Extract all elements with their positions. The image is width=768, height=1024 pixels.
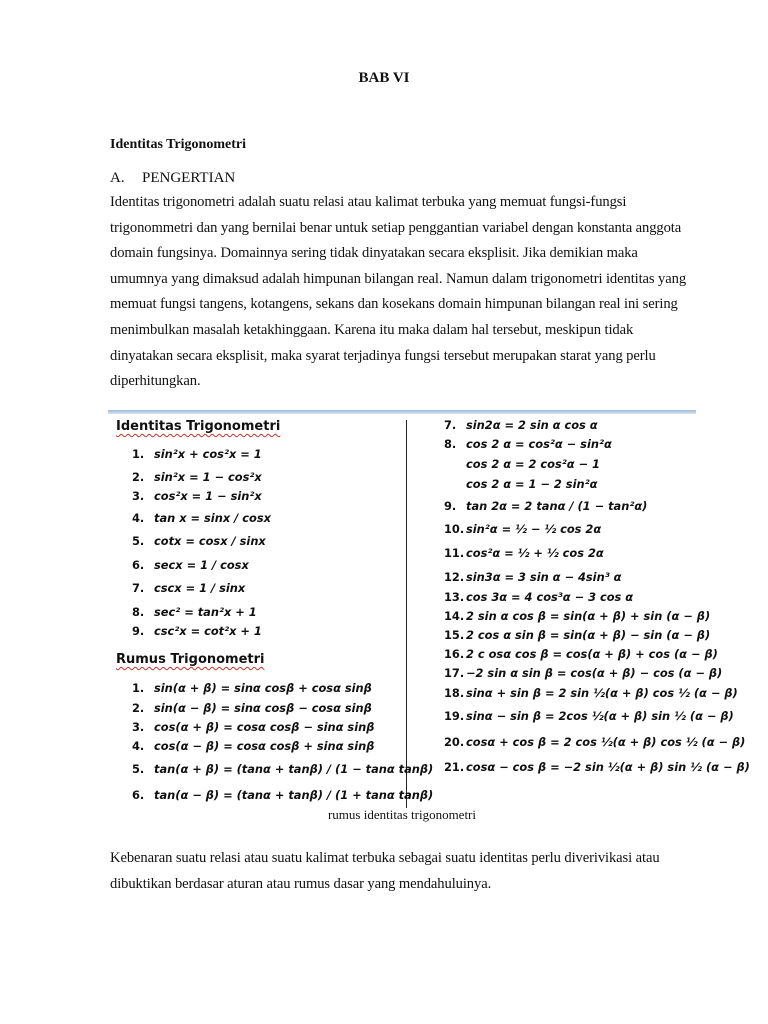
formula-expression: csc²x = cot²x + 1 (154, 624, 262, 638)
formula-item (132, 720, 374, 734)
formula-expression: cotx = cosx / sinx (154, 534, 266, 548)
formula-number: 8. (132, 605, 145, 619)
formula-item (444, 590, 633, 604)
formula-number: 21. (444, 760, 465, 774)
formula-item (444, 686, 738, 700)
formula-item (132, 681, 372, 695)
formula-item (132, 511, 271, 525)
formula-item (132, 624, 262, 638)
figure-caption: rumus identitas trigonometri (327, 807, 477, 822)
formula-item (132, 534, 266, 548)
formula-expression: cos(α + β) = cosα cosβ − sinα sinβ (154, 720, 375, 734)
formula-expression: cosα + cos β = 2 cos ½(α + β) cos ½ (α − β) (466, 735, 746, 749)
subheading (110, 170, 235, 187)
figure-column-divider (406, 420, 407, 808)
formula-item (444, 477, 597, 491)
formula-number: 17. (444, 666, 465, 680)
formula-item (132, 447, 262, 461)
formula-expression: tan(α + β) = (tanα + tanβ) / (1 − tanα tanβ) (154, 762, 434, 776)
figure-top-rule (108, 410, 696, 414)
formula-item (444, 499, 647, 513)
formula-expression: cos 2 α = 2 cos²α − 1 (466, 457, 600, 471)
formula-expression: 2 c osα cos β = cos(α + β) + cos (α − β) (466, 647, 718, 661)
formula-number: 4. (132, 511, 145, 525)
formula-expression: tan(α − β) = (tanα + tanβ) / (1 + tanα tanβ) (154, 788, 434, 802)
formula-number: 15. (444, 628, 465, 642)
rumus-title: Rumus Trigonometri (116, 652, 265, 667)
formula-item (132, 701, 372, 715)
section-title: Identitas Trigonometri (110, 137, 246, 152)
formula-expression: sin3α = 3 sin α − 4sin³ α (466, 570, 622, 584)
formula-number: 2. (132, 701, 145, 715)
formula-expression: sinα + sin β = 2 sin ½(α + β) cos ½ (α − β) (466, 686, 738, 700)
formula-expression: sec² = tan²x + 1 (154, 605, 257, 619)
formula-item (132, 470, 262, 484)
formula-number: 6. (132, 558, 145, 572)
formula-expression: 2 cos α sin β = sin(α + β) − sin (α − β) (466, 628, 711, 642)
formula-number: 4. (132, 739, 145, 753)
formula-item (444, 570, 621, 584)
formula-number: 16. (444, 647, 465, 661)
formula-number: 10. (444, 522, 465, 536)
formula-item (132, 605, 257, 619)
formula-number: 2. (132, 470, 145, 484)
formula-item (132, 788, 433, 802)
formula-number: 13. (444, 590, 465, 604)
formula-number: 1. (132, 447, 145, 461)
formula-expression: cosα − cos β = −2 sin ½(α + β) sin ½ (α − β) (466, 760, 750, 774)
formula-item (444, 609, 710, 623)
formula-item (444, 628, 710, 642)
formula-item (132, 581, 245, 595)
intro-paragraph: Identitas trigonometri adalah suatu relasi atau kalimat terbuka yang memuat fungsi-fungsi trigonommetri dan yang bernilai benar untuk setiap penggantian variabel dengan konstanta anggota domain fungsinya. Domainnya sering tidak dinyatakan secara eksplisit. Jika demikian maka umumnya yang dimaksud adalah himpunan bilangan real. Namun dalam trigonometri identitas yang memuat fungsi tangens, kotangens, sekans dan kosekans domain himpunan bilangan real ini sering menimbulkan masalah ketakhinggaan. Karena itu maka dalam hal tersebut, meskipun tidak dinyatakan secara eksplisit, maka syarat terjadinya fungsi tersebut merupakan starat yang perlu diperhitungkan. (110, 194, 687, 390)
formula-expression: 2 sin α cos β = sin(α + β) + sin (α − β) (466, 609, 711, 623)
formula-number: 7. (444, 418, 457, 432)
formula-expression: cscx = 1 / sinx (154, 581, 246, 595)
formula-number: 18. (444, 686, 465, 700)
formula-expression: sin²x = 1 − cos²x (154, 470, 262, 484)
formula-number: 11. (444, 546, 465, 560)
formula-expression: sin(α + β) = sinα cosβ + cosα sinβ (154, 681, 372, 695)
formula-item (132, 739, 374, 753)
formula-number: 1. (132, 681, 145, 695)
formula-number: 6. (132, 788, 145, 802)
formula-number: 12. (444, 570, 465, 584)
formula-item (444, 437, 612, 451)
formula-item (444, 760, 750, 774)
formula-expression: secx = 1 / cosx (154, 558, 249, 572)
chapter-heading: BAB VI (358, 70, 410, 86)
formula-expression: sin2α = 2 sin α cos α (466, 418, 598, 432)
formula-expression: sinα − sin β = 2cos ½(α + β) sin ½ (α − β) (466, 709, 734, 723)
formula-expression: sin²x + cos²x = 1 (154, 447, 262, 461)
formula-figure (108, 410, 750, 808)
formula-item (444, 709, 734, 723)
formula-number: 9. (132, 624, 145, 638)
formula-number: 3. (132, 489, 145, 503)
formula-item (444, 666, 722, 680)
formula-item (132, 558, 249, 572)
formula-item (444, 457, 600, 471)
formula-number: 3. (132, 720, 145, 734)
formula-number: 5. (132, 762, 145, 776)
formula-number: 14. (444, 609, 465, 623)
closing-paragraph: Kebenaran suatu relasi atau suatu kalimat terbuka sebagai suatu identitas perlu diverivikasi atau dibuktikan berdasar aturan atau rumus dasar yang mendahuluinya. (110, 850, 660, 892)
formula-item (444, 418, 598, 432)
formula-expression: sin(α − β) = sinα cosβ − cosα sinβ (154, 701, 372, 715)
formula-number: 8. (444, 437, 457, 451)
formula-number: 5. (132, 534, 145, 548)
formula-expression: cos 3α = 4 cos³α − 3 cos α (466, 590, 634, 604)
formula-expression: cos(α − β) = cosα cosβ + sinα sinβ (154, 739, 375, 753)
formula-expression: cos 2 α = 1 − 2 sin²α (466, 477, 598, 491)
formula-item (444, 546, 604, 560)
formula-item (444, 735, 745, 749)
formula-expression: cos²α = ½ + ½ cos 2α (466, 546, 604, 560)
formula-expression: −2 sin α sin β = cos(α + β) − cos (α − β) (466, 666, 723, 680)
subheading-number: A. (110, 170, 125, 186)
subheading-text: PENGERTIAN (142, 170, 236, 186)
formula-expression: sin²α = ½ − ½ cos 2α (466, 522, 602, 536)
formula-item (132, 762, 433, 776)
identitas-title: Identitas Trigonometri (116, 419, 281, 434)
formula-number: 7. (132, 581, 145, 595)
formula-expression: cos²x = 1 − sin²x (154, 489, 262, 503)
formula-number: 20. (444, 735, 465, 749)
formula-number: 9. (444, 499, 457, 513)
formula-item (444, 522, 601, 536)
formula-expression: cos 2 α = cos²α − sin²α (466, 437, 612, 451)
formula-item (444, 647, 718, 661)
formula-item (132, 489, 262, 503)
formula-expression: tan 2α = 2 tanα / (1 − tan²α) (466, 499, 648, 513)
formula-number: 19. (444, 709, 465, 723)
formula-expression: tan x = sinx / cosx (154, 511, 271, 525)
